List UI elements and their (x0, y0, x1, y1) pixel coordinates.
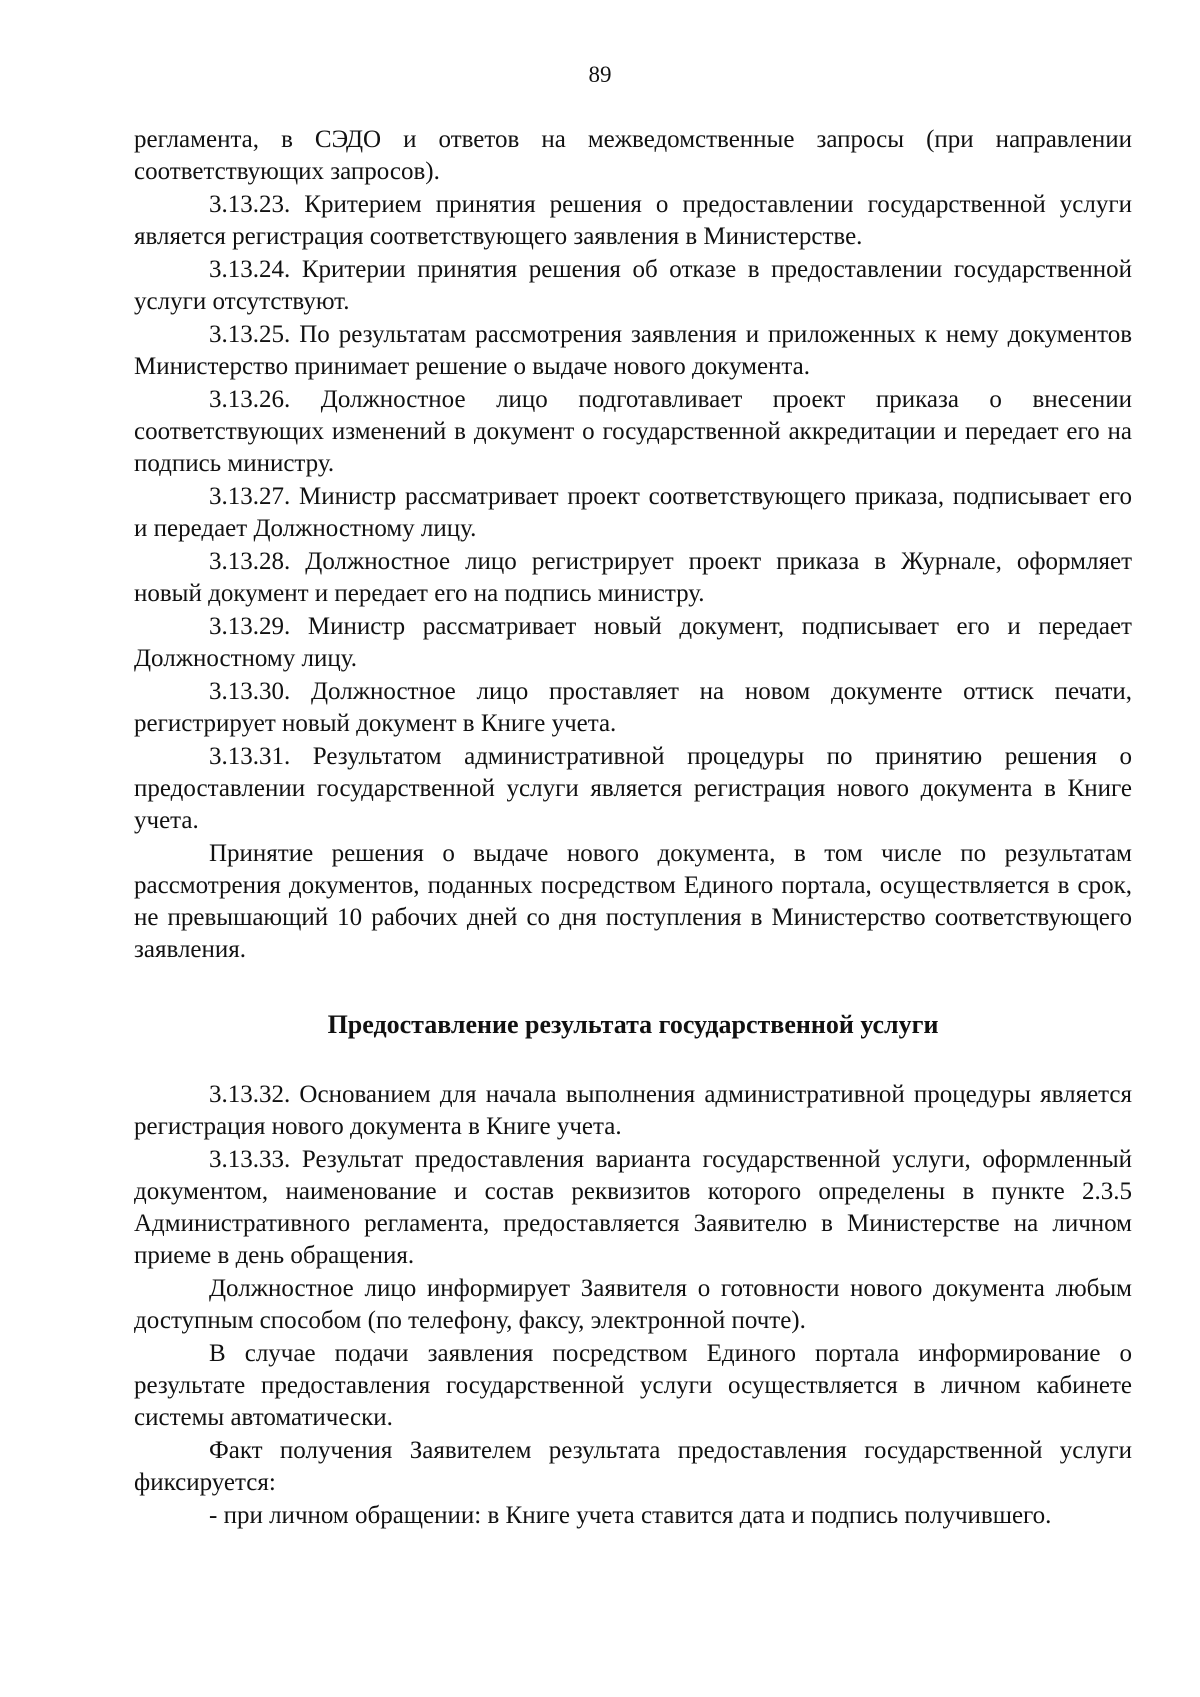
paragraph: 3.13.26. Должностное лицо подготавливает проект приказа о внесении соответствующих изменений в документ о государственной аккредитации и передает его на подпись министру. (134, 386, 1132, 477)
paragraph: Факт получения Заявителем результата предоставления государственной услуги фиксируется: (134, 1437, 1132, 1496)
paragraph: 3.13.29. Министр рассматривает новый документ, подписывает его и передает Должностному лицу. (134, 613, 1132, 672)
paragraph: Принятие решения о выдаче нового документа, в том числе по результатам рассмотрения документов, поданных посредством Единого портала, осуществляется в срок, не превышающий 10 рабочих дней со дня поступления в Министерство соответствующего заявления. (134, 840, 1132, 963)
paragraph: Должностное лицо информирует Заявителя о готовности нового документа любым доступным способом (по телефону, факсу, электронной почте). (134, 1275, 1132, 1334)
paragraph: 3.13.32. Основанием для начала выполнения административной процедуры является регистрация нового документа в Книге учета. (134, 1081, 1132, 1140)
paragraph: 3.13.28. Должностное лицо регистрирует проект приказа в Журнале, оформляет новый документ и передает его на подпись министру. (134, 548, 1132, 607)
paragraph: 3.13.33. Результат предоставления варианта государственной услуги, оформленный документом, наименование и состав реквизитов которого определены в пункте 2.3.5 Административного регламента, предоставляется Заявителю в Министерстве на личном приеме в день обращения. (134, 1146, 1132, 1269)
section-heading: Предоставление результата государственной услуги (327, 1010, 939, 1039)
paragraph: 3.13.30. Должностное лицо проставляет на новом документе оттиск печати, регистрирует новый документ в Книге учета. (134, 678, 1132, 737)
paragraph: 3.13.24. Критерии принятия решения об отказе в предоставлении государственной услуги отсутствуют. (134, 256, 1132, 315)
paragraph: 3.13.31. Результатом административной процедуры по принятию решения о предоставлении государственной услуги является регистрация нового документа в Книге учета. (134, 743, 1132, 834)
list-item: - при личном обращении: в Книге учета ставится дата и подпись получившего. (209, 1502, 1052, 1529)
paragraph: 3.13.25. По результатам рассмотрения заявления и приложенных к нему документов Министерство принимает решение о выдаче нового документа. (134, 321, 1132, 380)
document-body (134, 124, 1132, 1532)
page-number: 89 (588, 62, 612, 87)
paragraph: В случае подачи заявления посредством Единого портала информирование о результате предоставления государственной услуги осуществляется в личном кабинете системы автоматически. (134, 1340, 1132, 1431)
paragraph: регламента, в СЭДО и ответов на межведомственные запросы (при направлении соответствующих запросов). (134, 126, 1132, 185)
paragraph: 3.13.27. Министр рассматривает проект соответствующего приказа, подписывает его и передает Должностному лицу. (134, 483, 1132, 542)
paragraph: 3.13.23. Критерием принятия решения о предоставлении государственной услуги является регистрация соответствующего заявления в Министерстве. (134, 191, 1132, 250)
